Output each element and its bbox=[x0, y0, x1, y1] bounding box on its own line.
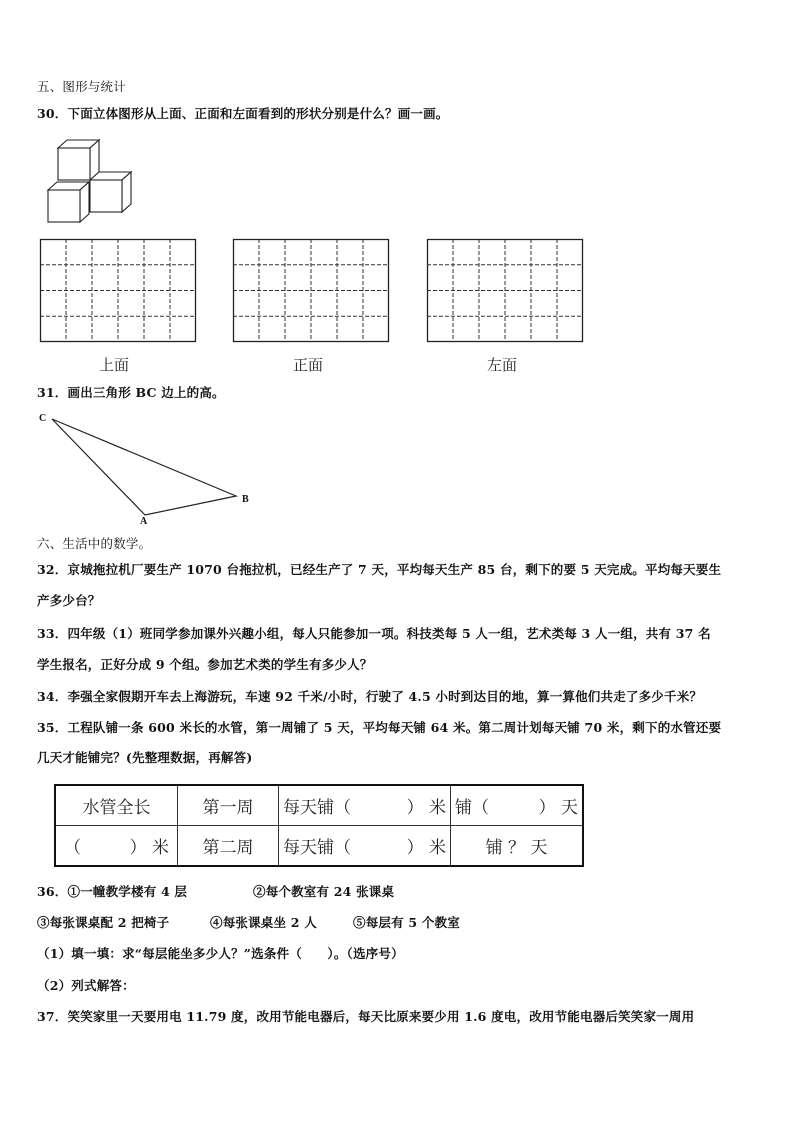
vertex-a-label: A bbox=[140, 516, 148, 527]
vertex-c-label: C bbox=[39, 413, 47, 424]
question-37-text: 37．笑笑家里一天要用电 11.79 度，改用节能电器后，每天比原来要少用 1.6 度电，改用节能电器后笑笑家一周用 bbox=[37, 1009, 695, 1024]
total-length-label: 水管全长 bbox=[55, 785, 178, 826]
grid-top-view[interactable] bbox=[40, 239, 196, 342]
question-35-line1: 35．工程队铺一条 600 米长的水管，第一周铺了 5 天，平均每天铺 64 米。第二周计划每天铺 70 米，剩下的水管还要 bbox=[37, 720, 722, 735]
question-36-cond5: ⑤每层有 5 个教室 bbox=[353, 915, 460, 930]
total-length-blank[interactable]: （ ） 米 bbox=[55, 826, 178, 867]
week1-daily-cell[interactable]: 每天铺（ ） 米 bbox=[279, 785, 451, 826]
label-left-view: 左面 bbox=[487, 356, 518, 374]
cube-figure bbox=[46, 138, 146, 228]
question-32-line2: 产多少台？ bbox=[37, 593, 101, 608]
question-36-cond2: ②每个教室有 24 张课桌 bbox=[253, 884, 395, 899]
week2-daily-cell[interactable]: 每天铺（ ） 米 bbox=[279, 826, 451, 867]
question-36-cond3: ③每张课桌配 2 把椅子 bbox=[37, 915, 170, 930]
week2-unknown-days: 铺 ？ 天 bbox=[451, 826, 584, 867]
question-35-line2: 几天才能铺完？(先整理数据，再解答) bbox=[37, 750, 253, 765]
triangle-abc[interactable] bbox=[45, 410, 245, 520]
question-30-text: 30．下面立体图形从上面、正面和左面看到的形状分别是什么？画一画。 bbox=[37, 106, 449, 121]
question-33-line2: 学生报名，正好分成 9 个组。参加艺术类的学生有多少人？ bbox=[37, 657, 373, 672]
section-heading-5: 五、图形与统计 bbox=[37, 79, 126, 94]
question-32-line1: 32．京城拖拉机厂要生产 1070 台拖拉机，已经生产了 7 天，平均每天生产 85 台，剩下的要 5 天完成。平均每天要生 bbox=[37, 562, 722, 577]
week2-label: 第二周 bbox=[178, 826, 279, 867]
pipe-data-table bbox=[54, 784, 584, 867]
week1-days-cell[interactable]: 铺（ ） 天 bbox=[451, 785, 584, 826]
label-top-view: 上面 bbox=[99, 356, 130, 374]
question-36-part2: （2）列式解答： bbox=[37, 978, 135, 993]
question-31-text: 31．画出三角形 BC 边上的高。 bbox=[37, 385, 225, 400]
grid-front-view[interactable] bbox=[233, 239, 389, 342]
question-34-text: 34．李强全家假期开车去上海游玩，车速 92 千米/小时，行驶了 4.5 小时到达目的地，算一算他们共走了多少千米？ bbox=[37, 689, 703, 704]
week1-label: 第一周 bbox=[178, 785, 279, 826]
question-36-cond4: ④每张课桌坐 2 人 bbox=[210, 915, 317, 930]
section-heading-6: 六、生活中的数学。 bbox=[37, 536, 152, 551]
question-36-part1: （1）填一填：求“每层能坐多少人？”选条件（ ）。（选序号） bbox=[37, 946, 404, 961]
vertex-b-label: B bbox=[242, 494, 249, 505]
question-36-cond1: 36．①一幢教学楼有 4 层 bbox=[37, 884, 188, 899]
question-33-line1: 33．四年级（1）班同学参加课外兴趣小组，每人只能参加一项。科技类每 5 人一组，艺术类每 3 人一组，共有 37 名 bbox=[37, 626, 711, 641]
grid-left-view[interactable] bbox=[427, 239, 583, 342]
label-front-view: 正面 bbox=[293, 356, 324, 374]
